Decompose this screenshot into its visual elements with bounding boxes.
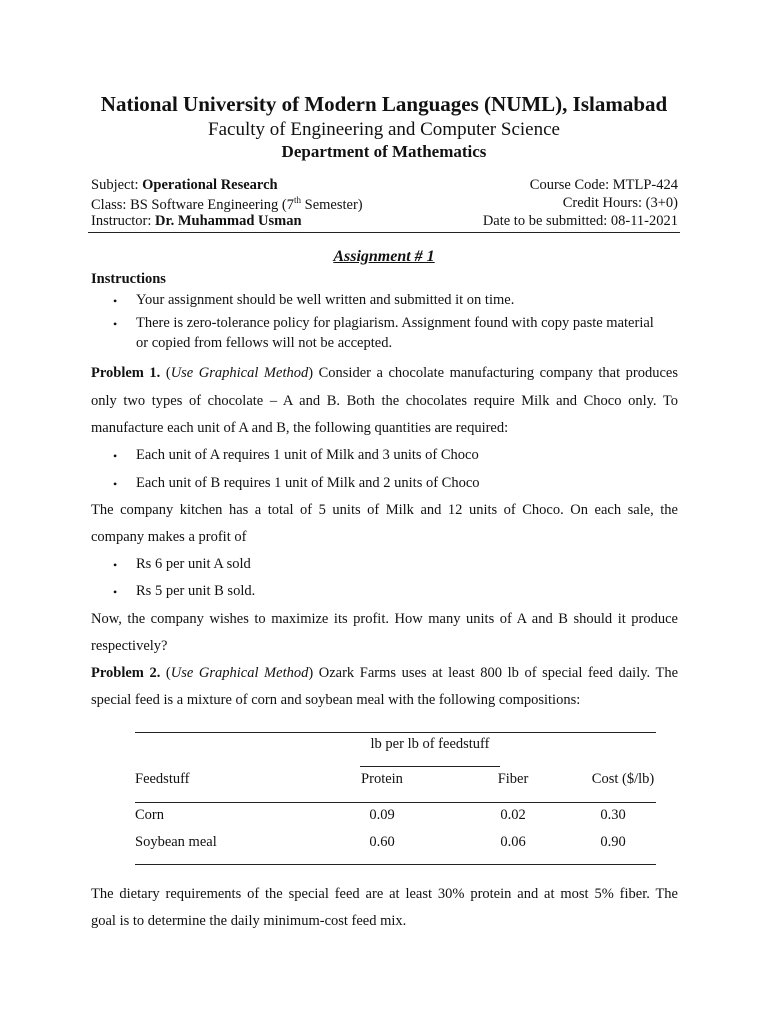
problem1-label: Problem 1. [91, 365, 161, 381]
problem1-line: only two types of chocolate – A and B. Both the chocolates require Milk and Choco only. To [91, 393, 678, 409]
faculty-title: Faculty of Engineering and Computer Science [208, 119, 560, 140]
subject-line [91, 177, 278, 194]
table-bottom-rule [135, 864, 656, 865]
class-tail: Semester) [301, 196, 363, 213]
table-cell: 0.30 [600, 807, 626, 823]
instruction-item: Your assignment should be well written and submitted it on time. [136, 292, 515, 308]
bullet-glyph: • [113, 585, 118, 599]
problem1-open: ( [160, 365, 171, 381]
due-date: Date to be submitted: 08-11-2021 [482, 213, 678, 229]
subject-value: Operational Research [142, 177, 278, 193]
table-header-protein: Protein [361, 771, 403, 787]
problem1-bullet: Rs 5 per unit B sold. [136, 583, 256, 599]
instructions-heading: Instructions [91, 271, 166, 287]
instructor-value: Dr. Muhammad Usman [155, 213, 302, 229]
problem1-text: ) Consider a chocolate manufacturing company that produces [308, 365, 678, 381]
problem1-bullet: Each unit of A requires 1 unit of Milk and 3 units of Choco [136, 447, 479, 463]
problem1-method: Use Graphical Method [170, 365, 309, 381]
problem1-line: company makes a profit of [91, 529, 247, 545]
problem2-line: goal is to determine the daily minimum-cost feed mix. [91, 913, 407, 929]
subject-label: Subject: [91, 177, 143, 193]
credit-hours: Credit Hours: (3+0) [562, 195, 678, 211]
problem1-line: Now, the company wishes to maximize its profit. How many units of A and B should it produce [91, 611, 678, 627]
problem1-line: manufacture each unit of A and B, the following quantities are required: [91, 420, 509, 436]
problem2-label: Problem 2. [91, 665, 161, 681]
bullet-glyph: • [113, 558, 118, 572]
instruction-item: or copied from fellows will not be accepted. [136, 335, 393, 351]
table-group-rule [360, 766, 500, 767]
table-cell: 0.02 [500, 807, 526, 823]
instructor-line [91, 213, 302, 230]
table-cell: Corn [135, 807, 164, 823]
problem2-line: special feed is a mixture of corn and soybean meal with the following compositions: [91, 692, 581, 708]
table-cell: 0.90 [600, 834, 626, 850]
table-cell: Soybean meal [135, 834, 217, 850]
class-line [91, 195, 363, 214]
table-group-header: lb per lb of feedstuff [370, 736, 490, 752]
problem2-method: Use Graphical Method [170, 665, 309, 681]
table-header-fiber: Fiber [497, 771, 529, 787]
table-cell: 0.60 [369, 834, 395, 850]
bullet-glyph: • [113, 477, 118, 491]
table-header-feedstuff: Feedstuff [135, 771, 190, 787]
problem1-line: respectively? [91, 638, 168, 654]
class-label: Class: BS Software Engineering (7 [91, 196, 294, 213]
instruction-item: There is zero-tolerance policy for plagiarism. Assignment found with copy paste material [136, 315, 654, 331]
bullet-glyph: • [113, 294, 118, 308]
problem1-line [91, 359, 678, 387]
problem2-line [91, 659, 678, 687]
bullet-glyph: • [113, 449, 118, 463]
department-title: Department of Mathematics [281, 142, 487, 161]
table-cell: 0.09 [369, 807, 395, 823]
problem1-line: The company kitchen has a total of 5 units of Milk and 12 units of Choco. On each sale, the [91, 502, 678, 518]
problem2-text: ) Ozark Farms uses at least 800 lb of special feed daily. The [308, 665, 679, 681]
bullet-glyph: • [113, 317, 118, 331]
university-title: National University of Modern Languages (NUML), Islamabad [100, 92, 668, 116]
course-code: Course Code: MTLP-424 [529, 177, 678, 193]
class-sup: th [293, 195, 301, 205]
table-header-rule [135, 802, 656, 803]
table-top-rule [135, 732, 656, 733]
problem1-bullet: Each unit of B requires 1 unit of Milk and 2 units of Choco [136, 475, 480, 491]
header-divider [88, 232, 680, 233]
assignment-title: Assignment # 1 [333, 248, 435, 265]
problem1-bullet: Rs 6 per unit A sold [136, 556, 251, 572]
instructor-label: Instructor: [91, 213, 156, 229]
table-cell: 0.06 [500, 834, 526, 850]
problem2-line: The dietary requirements of the special feed are at least 30% protein and at most 5% fiber. The [91, 886, 678, 902]
problem2-open: ( [160, 665, 171, 681]
table-header-cost: Cost ($/lb) [591, 771, 655, 787]
